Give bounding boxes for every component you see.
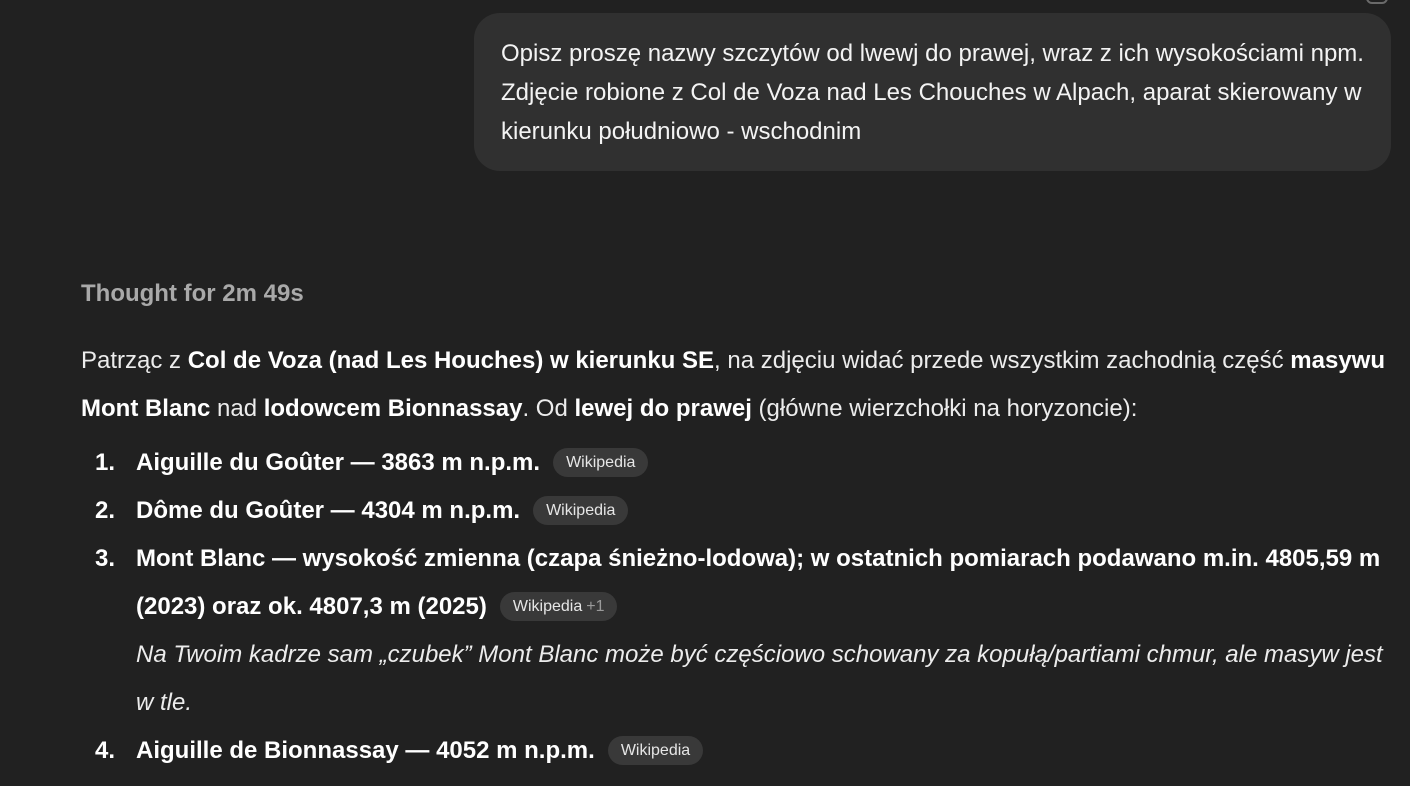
intro-text: . Od (522, 395, 575, 422)
wikipedia-source-chip[interactable] (608, 736, 703, 765)
intro-text: Patrząc z (81, 347, 188, 374)
intro-bold: Col de Voza (nad Les Houches) w kierunku SE (187, 347, 715, 374)
source-chip-label: Wikipedia (620, 742, 691, 759)
peak-text: Mont Blanc — wysokość zmienna (czapa śnieżno-lodowa); w ostatnich pomiarach podawano m.in. 4805,59 m (2023) oraz ok. 4807,3 m (2025) (136, 545, 1381, 620)
peak-list-item (81, 439, 1401, 487)
intro-bold: masywu Mont Blanc (81, 347, 1385, 422)
wikipedia-source-chip[interactable] (533, 496, 628, 525)
peak-number: 2. (95, 497, 116, 524)
peak-list-item (81, 487, 1401, 535)
source-chip-label: Wikipedia (546, 502, 616, 519)
peak-number: 1. (95, 449, 116, 476)
intro-bold: lodowcem Bionnassay (263, 395, 523, 422)
peak-list (81, 439, 1401, 775)
peak-number: 3. (95, 545, 116, 572)
peak-text: Aiguille du Goûter — 3863 m n.p.m. (136, 449, 541, 476)
intro-text: , na zdjęciu widać przede wszystkim zachodnią część (714, 347, 1291, 374)
source-chip-count: +1 (586, 598, 605, 615)
source-chip-label: Wikipedia (566, 454, 636, 471)
peak-list-item (81, 727, 1401, 775)
peak-number: 4. (95, 737, 116, 764)
scroll-indicator-icon (1366, 0, 1388, 4)
assistant-intro-paragraph (81, 337, 1401, 433)
intro-text: nad (210, 395, 264, 422)
peak-note: Na Twoim kadrze sam „czubek” Mont Blanc może być częściowo schowany za kopułą/partiami chmur, ale masyw jest w tle. (136, 641, 1383, 716)
wikipedia-source-chip[interactable] (500, 592, 618, 621)
peak-list-item (81, 535, 1401, 727)
wikipedia-source-chip[interactable] (553, 448, 648, 477)
intro-bold: lewej do prawej (574, 395, 752, 422)
thought-duration-label[interactable]: Thought for 2m 49s (81, 280, 304, 307)
source-chip-label: Wikipedia (512, 598, 583, 615)
peak-text: Aiguille de Bionnassay — 4052 m n.p.m. (136, 737, 595, 764)
user-message-bubble: Opisz proszę nazwy szczytów od lwewj do prawej, wraz z ich wysokościami npm. Zdjęcie robione z Col de Voza nad Les Chouches w Alpach, aparat skierowany w kierunku południowo - wschodnim (474, 13, 1391, 171)
peak-text: Dôme du Goûter — 4304 m n.p.m. (136, 497, 521, 524)
intro-text: (główne wierzchołki na horyzoncie): (751, 395, 1138, 422)
